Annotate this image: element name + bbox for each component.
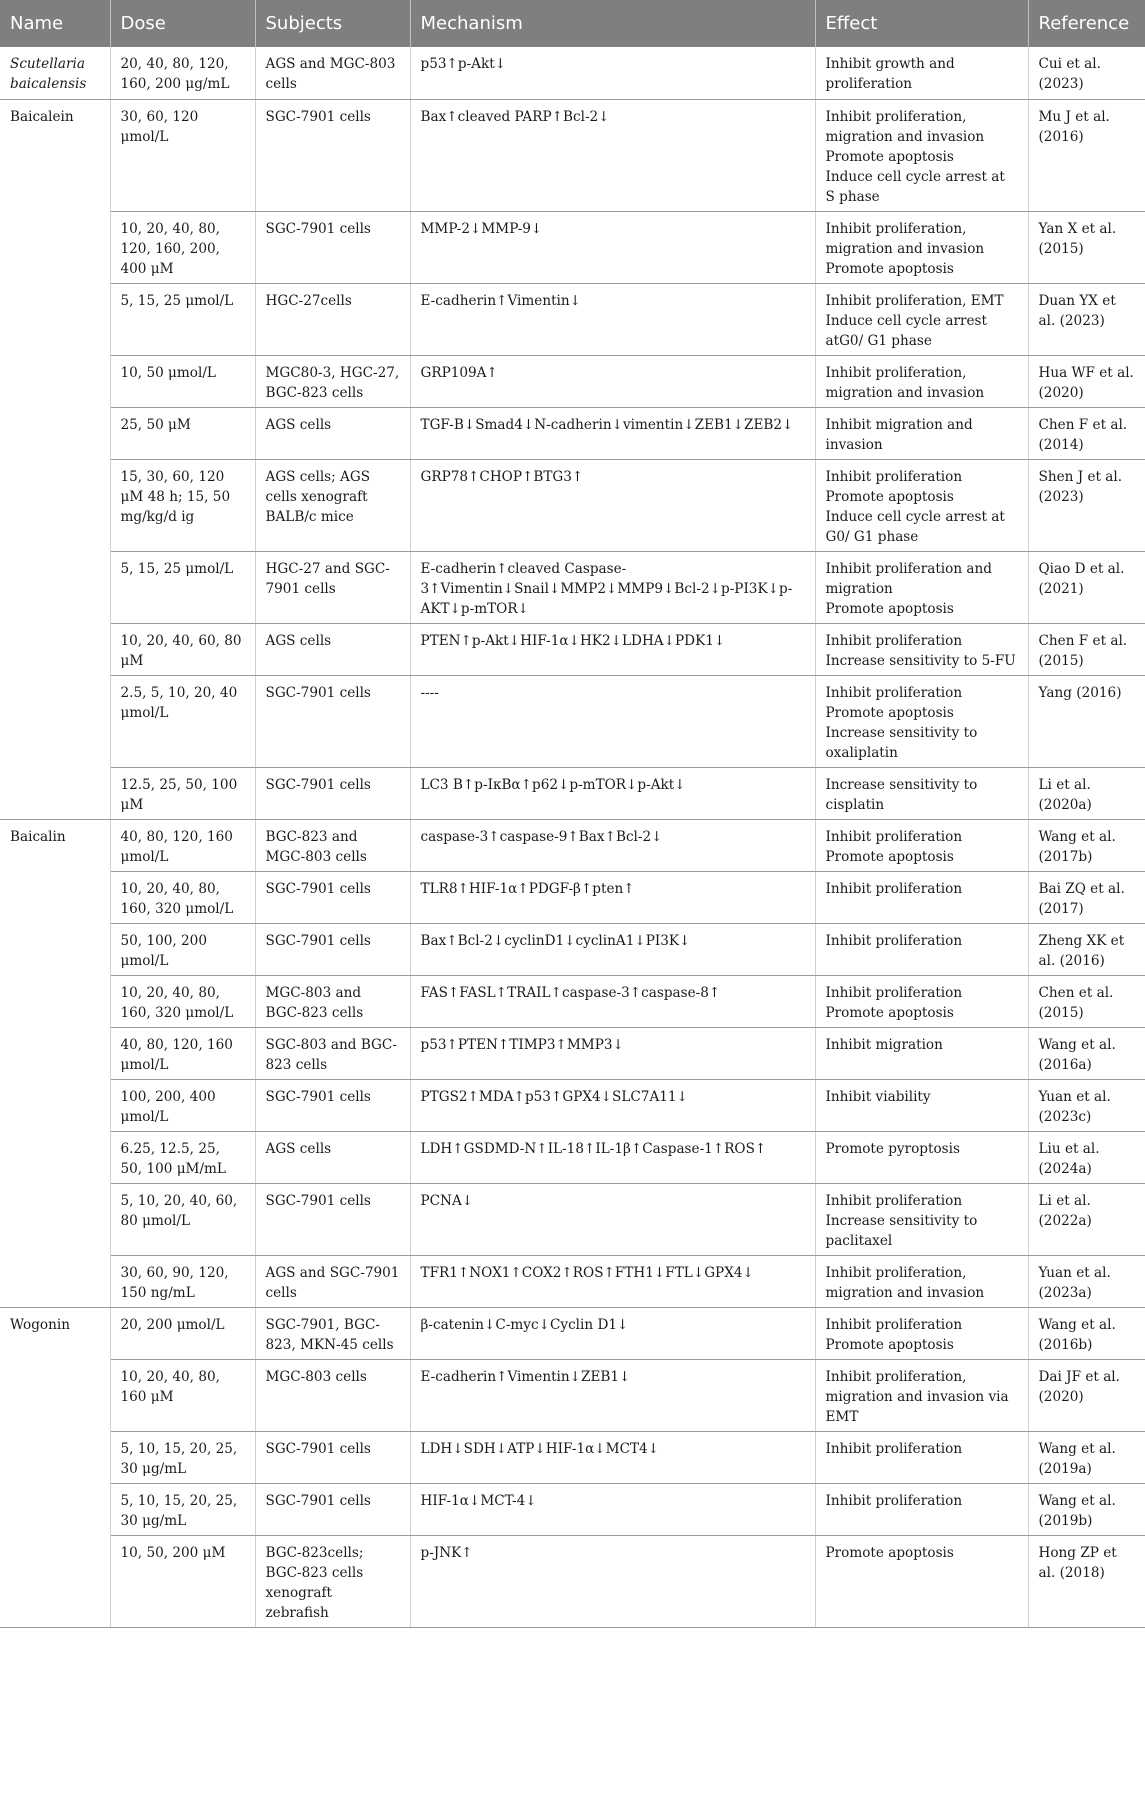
dose-cell: 6.25, 12.5, 25, 50, 100 μM/mL — [110, 1131, 255, 1183]
subjects-cell: SGC-7901 cells — [255, 1079, 410, 1131]
mechanism-cell: β-catenin↓C-myc↓Cyclin D1↓ — [410, 1307, 815, 1359]
table-row — [0, 623, 1145, 675]
effect-cell — [815, 1131, 1028, 1183]
dose-cell: 100, 200, 400 μmol/L — [110, 1079, 255, 1131]
dose-cell: 10, 20, 40, 80, 160, 320 μmol/L — [110, 975, 255, 1027]
table-row — [0, 1255, 1145, 1307]
dose-cell: 12.5, 25, 50, 100 μM — [110, 767, 255, 819]
effect-line: Promote apoptosis — [825, 148, 954, 165]
effect-line: Increase sensitivity to cisplatin — [825, 776, 978, 813]
dose-cell: 25, 50 μM — [110, 407, 255, 459]
table-row — [0, 211, 1145, 283]
effect-cell — [815, 459, 1028, 551]
subjects-cell: SGC-803 and BGC-823 cells — [255, 1027, 410, 1079]
reference-cell: Shen J et al. (2023) — [1028, 459, 1145, 551]
subjects-cell: MGC80-3, HGC-27, BGC-823 cells — [255, 355, 410, 407]
effect-cell — [815, 1359, 1028, 1431]
mechanism-cell: HIF-1α↓MCT-4↓ — [410, 1483, 815, 1535]
effect-line: Inhibit migration and invasion — [825, 416, 973, 453]
effect-line: Promote apoptosis — [825, 260, 954, 277]
subjects-cell: SGC-7901 cells — [255, 871, 410, 923]
table-row — [0, 675, 1145, 767]
effect-line: Inhibit proliferation — [825, 828, 963, 845]
effect-line: Inhibit proliferation, migration and invasion via EMT — [825, 1368, 1009, 1425]
mechanism-cell: p53↑p-Akt↓ — [410, 47, 815, 99]
subjects-cell: BGC-823cells; BGC-823 cells xenograft zebrafish — [255, 1535, 410, 1627]
reference-cell: Qiao D et al. (2021) — [1028, 551, 1145, 623]
subjects-cell: SGC-7901 cells — [255, 211, 410, 283]
reference-cell: Duan YX et al. (2023) — [1028, 283, 1145, 355]
dose-cell: 50, 100, 200 μmol/L — [110, 923, 255, 975]
reference-cell: Mu J et al. (2016) — [1028, 99, 1145, 211]
dose-cell: 10, 50, 200 μM — [110, 1535, 255, 1627]
reference-cell: Zheng XK et al. (2016) — [1028, 923, 1145, 975]
dose-cell: 5, 10, 20, 40, 60, 80 μmol/L — [110, 1183, 255, 1255]
subjects-cell: SGC-7901 cells — [255, 767, 410, 819]
effect-cell — [815, 407, 1028, 459]
subjects-cell: AGS and MGC-803 cells — [255, 47, 410, 99]
effect-line: Inhibit proliferation — [825, 468, 963, 485]
table-row — [0, 1483, 1145, 1535]
effect-line: Inhibit proliferation — [825, 932, 963, 949]
dose-cell: 10, 50 μmol/L — [110, 355, 255, 407]
mechanism-cell: LDH↓SDH↓ATP↓HIF-1α↓MCT4↓ — [410, 1431, 815, 1483]
effect-cell — [815, 1079, 1028, 1131]
subjects-cell: MGC-803 cells — [255, 1359, 410, 1431]
dose-cell: 20, 40, 80, 120, 160, 200 μg/mL — [110, 47, 255, 99]
table-row — [0, 1079, 1145, 1131]
effect-cell — [815, 283, 1028, 355]
header-subjects: Subjects — [255, 0, 410, 47]
effect-line: Inhibit viability — [825, 1088, 931, 1105]
table-row — [0, 1183, 1145, 1255]
effect-line: Promote apoptosis — [825, 488, 954, 505]
subjects-cell: SGC-7901 cells — [255, 1431, 410, 1483]
table-row — [0, 99, 1145, 211]
table-row — [0, 871, 1145, 923]
effect-cell — [815, 819, 1028, 871]
effect-line: Inhibit proliferation — [825, 880, 963, 897]
effect-cell — [815, 975, 1028, 1027]
table-row — [0, 1359, 1145, 1431]
reference-cell: Chen F et al. (2015) — [1028, 623, 1145, 675]
effect-line: Inhibit proliferation — [825, 632, 963, 649]
table-row — [0, 407, 1145, 459]
table-row — [0, 1431, 1145, 1483]
effect-line: Promote apoptosis — [825, 1544, 954, 1561]
header-row — [0, 0, 1145, 47]
subjects-cell: HGC-27cells — [255, 283, 410, 355]
effect-line: Increase sensitivity to oxaliplatin — [825, 724, 978, 761]
effect-line: Increase sensitivity to paclitaxel — [825, 1212, 978, 1249]
subjects-cell: AGS and SGC-7901 cells — [255, 1255, 410, 1307]
reference-cell: Wang et al. (2016b) — [1028, 1307, 1145, 1359]
table-row — [0, 767, 1145, 819]
reference-cell: Cui et al. (2023) — [1028, 47, 1145, 99]
subjects-cell: AGS cells — [255, 407, 410, 459]
reference-cell: Liu et al. (2024a) — [1028, 1131, 1145, 1183]
dose-cell: 5, 15, 25 μmol/L — [110, 283, 255, 355]
subjects-cell: SGC-7901 cells — [255, 923, 410, 975]
header-mechanism: Mechanism — [410, 0, 815, 47]
table-row — [0, 1027, 1145, 1079]
dose-cell: 40, 80, 120, 160 μmol/L — [110, 1027, 255, 1079]
effect-line: Inhibit proliferation, migration and invasion — [825, 1264, 985, 1301]
dose-cell: 20, 200 μmol/L — [110, 1307, 255, 1359]
dose-cell: 5, 10, 15, 20, 25, 30 μg/mL — [110, 1483, 255, 1535]
effect-line: Promote apoptosis — [825, 704, 954, 721]
effect-line: Inhibit proliferation — [825, 684, 963, 701]
table-row — [0, 459, 1145, 551]
mechanism-cell: GRP109A↑ — [410, 355, 815, 407]
mechanism-cell: PCNA↓ — [410, 1183, 815, 1255]
effect-line: Inhibit proliferation — [825, 984, 963, 1001]
reference-cell: Yuan et al. (2023c) — [1028, 1079, 1145, 1131]
table-row — [0, 47, 1145, 99]
effect-cell — [815, 551, 1028, 623]
subjects-cell: SGC-7901 cells — [255, 1183, 410, 1255]
subjects-cell: SGC-7901 cells — [255, 675, 410, 767]
table-row — [0, 1307, 1145, 1359]
reference-cell: Wang et al. (2019b) — [1028, 1483, 1145, 1535]
effect-cell — [815, 767, 1028, 819]
header-effect: Effect — [815, 0, 1028, 47]
effect-line: Inhibit growth and proliferation — [825, 56, 955, 92]
effect-line: Promote pyroptosis — [825, 1140, 960, 1157]
mechanism-cell: MMP-2↓MMP-9↓ — [410, 211, 815, 283]
mechanism-cell: LC3 B↑p-IκBα↑p62↓p-mTOR↓p-Akt↓ — [410, 767, 815, 819]
mechanism-cell: PTEN↑p-Akt↓HIF-1α↓HK2↓LDHA↓PDK1↓ — [410, 623, 815, 675]
reference-cell: Li et al. (2022a) — [1028, 1183, 1145, 1255]
effect-line: Inhibit proliferation — [825, 1492, 963, 1509]
effect-cell — [815, 623, 1028, 675]
reference-cell: Hong ZP et al. (2018) — [1028, 1535, 1145, 1627]
effect-line: Inhibit proliferation — [825, 1192, 963, 1209]
dose-cell: 10, 20, 40, 60, 80 μM — [110, 623, 255, 675]
effect-cell — [815, 1255, 1028, 1307]
mechanism-cell: TFR1↑NOX1↑COX2↑ROS↑FTH1↓FTL↓GPX4↓ — [410, 1255, 815, 1307]
effect-cell — [815, 1027, 1028, 1079]
effect-cell — [815, 1535, 1028, 1627]
effect-cell — [815, 871, 1028, 923]
header-reference: Reference — [1028, 0, 1145, 47]
mechanism-cell: Bax↑cleaved PARP↑Bcl-2↓ — [410, 99, 815, 211]
effect-cell — [815, 99, 1028, 211]
mechanism-cell: p-JNK↑ — [410, 1535, 815, 1627]
reference-cell: Yuan et al. (2023a) — [1028, 1255, 1145, 1307]
reference-cell: Wang et al. (2017b) — [1028, 819, 1145, 871]
reference-cell: Li et al. (2020a) — [1028, 767, 1145, 819]
subjects-cell: SGC-7901 cells — [255, 1483, 410, 1535]
effect-cell — [815, 1307, 1028, 1359]
effect-line: Inhibit proliferation, migration and invasion — [825, 220, 985, 257]
mechanism-cell: ---- — [410, 675, 815, 767]
dose-cell: 30, 60, 120 μmol/L — [110, 99, 255, 211]
effect-line: Inhibit proliferation, EMT — [825, 292, 1004, 309]
effect-line: Promote apoptosis — [825, 600, 954, 617]
effect-cell — [815, 47, 1028, 99]
table-row — [0, 819, 1145, 871]
reference-cell: Dai JF et al. (2020) — [1028, 1359, 1145, 1431]
mechanism-cell: E-cadherin↑Vimentin↓ — [410, 283, 815, 355]
reference-cell: Yang (2016) — [1028, 675, 1145, 767]
dose-cell: 30, 60, 90, 120, 150 ng/mL — [110, 1255, 255, 1307]
effect-line: Promote apoptosis — [825, 1004, 954, 1021]
effect-line: Inhibit proliferation and migration — [825, 560, 992, 597]
subjects-cell: SGC-7901, BGC-823, MKN-45 cells — [255, 1307, 410, 1359]
effect-line: Increase sensitivity to 5-FU — [825, 652, 1016, 669]
effect-line: Promote apoptosis — [825, 848, 954, 865]
reference-cell: Wang et al. (2019a) — [1028, 1431, 1145, 1483]
subjects-cell: SGC-7901 cells — [255, 99, 410, 211]
effect-cell — [815, 675, 1028, 767]
effect-line: Inhibit proliferation, migration and invasion — [825, 364, 985, 401]
reference-cell: Yan X et al. (2015) — [1028, 211, 1145, 283]
mechanism-cell: FAS↑FASL↑TRAIL↑caspase-3↑caspase-8↑ — [410, 975, 815, 1027]
subjects-cell: AGS cells; AGS cells xenograft BALB/c mice — [255, 459, 410, 551]
table-row — [0, 1131, 1145, 1183]
compound-name: Baicalein — [0, 99, 110, 819]
effect-line: Inhibit proliferation — [825, 1440, 963, 1457]
effect-cell — [815, 1431, 1028, 1483]
table-body — [0, 47, 1145, 1627]
dose-cell: 15, 30, 60, 120 μM 48 h; 15, 50 mg/kg/d ig — [110, 459, 255, 551]
table-row — [0, 923, 1145, 975]
dose-cell: 40, 80, 120, 160 μmol/L — [110, 819, 255, 871]
mechanism-cell: E-cadherin↑cleaved Caspase-3↑Vimentin↓Snail↓MMP2↓MMP9↓Bcl-2↓p-PI3K↓p-AKT↓p-mTOR↓ — [410, 551, 815, 623]
dose-cell: 2.5, 5, 10, 20, 40 μmol/L — [110, 675, 255, 767]
compound-name: Scutellaria baicalensis — [0, 47, 110, 99]
reference-cell: Wang et al. (2016a) — [1028, 1027, 1145, 1079]
dose-cell: 5, 10, 15, 20, 25, 30 μg/mL — [110, 1431, 255, 1483]
effect-cell — [815, 1483, 1028, 1535]
effect-line: Induce cell cycle arrest at G0/ G1 phase — [825, 508, 1005, 545]
table-row — [0, 283, 1145, 355]
mechanism-cell: TGF-B↓Smad4↓N-cadherin↓vimentin↓ZEB1↓ZEB2↓ — [410, 407, 815, 459]
effect-cell — [815, 355, 1028, 407]
mechanism-cell: E-cadherin↑Vimentin↓ZEB1↓ — [410, 1359, 815, 1431]
effect-line: Induce cell cycle arrest atG0/ G1 phase — [825, 312, 987, 349]
dose-cell: 5, 15, 25 μmol/L — [110, 551, 255, 623]
table-row — [0, 975, 1145, 1027]
subjects-cell: AGS cells — [255, 1131, 410, 1183]
effect-line: Induce cell cycle arrest at S phase — [825, 168, 1005, 205]
effect-line: Inhibit proliferation, migration and invasion — [825, 108, 985, 145]
table-row — [0, 1535, 1145, 1627]
dose-cell: 10, 20, 40, 80, 120, 160, 200, 400 μM — [110, 211, 255, 283]
effect-cell — [815, 1183, 1028, 1255]
mechanism-cell: GRP78↑CHOP↑BTG3↑ — [410, 459, 815, 551]
effect-cell — [815, 211, 1028, 283]
mechanism-cell: p53↑PTEN↑TIMP3↑MMP3↓ — [410, 1027, 815, 1079]
compound-name: Baicalin — [0, 819, 110, 1307]
effect-line: Inhibit proliferation — [825, 1316, 963, 1333]
effect-line: Inhibit migration — [825, 1036, 943, 1053]
subjects-cell: AGS cells — [255, 623, 410, 675]
dose-cell: 10, 20, 40, 80, 160, 320 μmol/L — [110, 871, 255, 923]
subjects-cell: HGC-27 and SGC-7901 cells — [255, 551, 410, 623]
mechanism-cell: PTGS2↑MDA↑p53↑GPX4↓SLC7A11↓ — [410, 1079, 815, 1131]
table-row — [0, 355, 1145, 407]
subjects-cell: BGC-823 and MGC-803 cells — [255, 819, 410, 871]
mechanism-cell: TLR8↑HIF-1α↑PDGF-β↑pten↑ — [410, 871, 815, 923]
mechanism-cell: LDH↑GSDMD-N↑IL-18↑IL-1β↑Caspase-1↑ROS↑ — [410, 1131, 815, 1183]
reference-cell: Chen et al. (2015) — [1028, 975, 1145, 1027]
reference-cell: Bai ZQ et al. (2017) — [1028, 871, 1145, 923]
compound-name: Wogonin — [0, 1307, 110, 1627]
header-name: Name — [0, 0, 110, 47]
mechanism-cell: caspase-3↑caspase-9↑Bax↑Bcl-2↓ — [410, 819, 815, 871]
header-dose: Dose — [110, 0, 255, 47]
dose-cell: 10, 20, 40, 80, 160 μM — [110, 1359, 255, 1431]
effect-cell — [815, 923, 1028, 975]
subjects-cell: MGC-803 and BGC-823 cells — [255, 975, 410, 1027]
effect-line: Promote apoptosis — [825, 1336, 954, 1353]
reference-cell: Chen F et al. (2014) — [1028, 407, 1145, 459]
reference-cell: Hua WF et al. (2020) — [1028, 355, 1145, 407]
mechanism-cell: Bax↑Bcl-2↓cyclinD1↓cyclinA1↓PI3K↓ — [410, 923, 815, 975]
table-row — [0, 551, 1145, 623]
